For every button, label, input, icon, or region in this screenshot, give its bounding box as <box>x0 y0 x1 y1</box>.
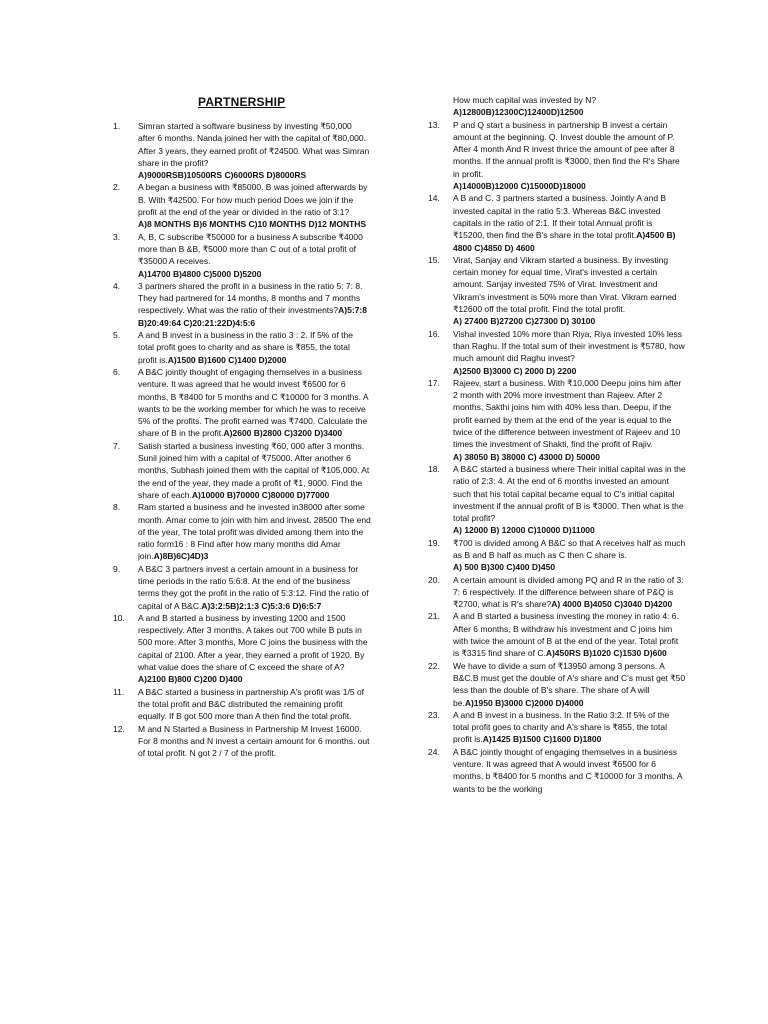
question-answer-options: A)8 MONTHS B)6 MONTHS C)10 MONTHS D)12 MONTHS <box>138 219 367 230</box>
question-item <box>428 574 686 611</box>
question-item <box>428 746 686 795</box>
question-item <box>113 329 371 366</box>
question-item <box>113 612 371 686</box>
question-item <box>113 181 371 230</box>
question-text: Satish started a business investing ₹60, 000 after 3 months. Sunil joined him with a capital of ₹75000. After another 6 months, Subhash joined them with the capital of ₹105,000. At the end of the year, they made a profit of ₹1, 9000. Find the share of each. <box>138 440 370 500</box>
question-answer-options: A)14700 B)4800 C)5000 D)5200 <box>138 268 262 279</box>
question-number: 3. <box>113 231 121 242</box>
question-answer-options: A)1425 B)1500 C)1600 D)1800 <box>482 734 602 745</box>
question-number: 15. <box>428 254 440 265</box>
question-number: 11. <box>113 686 125 697</box>
question-item <box>113 723 371 760</box>
question-text: P and Q start a business in partnership B invest a certain amount at the beginning. Q. Invest double the amount of P. After 4 month And R invest thrice the amount of pee after 8 months. If the annual profit is ₹3000, then find the R's Share in profit. <box>453 119 680 179</box>
question-text: A B&C jointly thought of engaging themselves in a business venture. It was agreed that A would invest ₹6500 for 6 months, b ₹8400 for 5 months and C ₹10000 for 3 months. A wants to be the working <box>453 746 683 794</box>
question-answer-options: A)2100 B)800 C)200 D)400 <box>138 674 243 685</box>
question-item <box>428 709 686 746</box>
question-item <box>428 254 686 328</box>
question-item <box>113 686 371 723</box>
question-text: A B&C 3 partners invest a certain amount in a business for time periods in the ratio 5:6:8. At the end of the business terms they got the profit in the ratio of 5:3:12. Find the ratio of capital of A B&C. <box>138 563 369 611</box>
question-text: A certain amount is divided among PQ and R in the ratio of 3: 7: 6 respectively. If the difference between share of P&Q is ₹2700, what is R's share? <box>453 574 684 610</box>
question-answer-options: A) 12000 B) 12000 C)10000 D)11000 <box>453 525 595 536</box>
question-number: 14. <box>428 193 440 204</box>
question-item <box>428 660 686 709</box>
question-item <box>428 377 686 463</box>
question-text: ₹700 is divided among A B&C so that A receives half as much as B and B half as much as C then C share is. <box>453 537 686 560</box>
question-text: Rajeev, start a business. With ₹10,000 Deepu joins him after 2 month with 20% more investment than Rajeev. After 2 months, Sakthi joins him with 40% less than. Deepu, if the profit earned by them at the end of the year is equal to the twice of the difference between investment of Rajeev and 10 times the investment of Shakti, find the profit of Rajiv. <box>453 377 682 450</box>
question-number: 7. <box>113 440 121 451</box>
question-text: Simran started a software business by investing ₹50,000 after 6 months. Nanda joined her with the capital of ₹80,000. After 3 years, they earned profit of ₹24500. What was Simran share in the profit? <box>138 121 370 168</box>
question-answer-options: A)10000 B)70000 C)80000 D)77000 <box>191 489 330 500</box>
question-text: A B&C jointly thought of engaging themselves in a business venture. It was agreed that he would invest ₹6500 for 6 months, B ₹8400 for 5 months and C ₹10000 for 3 months. A wants to be the working member for which he was to receive 5% of the profits. The profit earned was ₹7400. Calculate the share of B in the profit. <box>138 366 369 439</box>
question-answer-options: A)4500 B) 4800 C)4850 D) 4600 <box>453 230 676 253</box>
question-text: A and B invest in a business in the ratio 3 : 2. If 5% of the total profit goes to charity and as share is ₹855, the total profit is. <box>138 330 353 365</box>
question-number: 4. <box>113 280 121 291</box>
question-number: 21. <box>428 611 440 622</box>
question-item <box>113 280 371 329</box>
question-text: Virat, Sanjay and Vikram started a business. By investing certain money for equal time, Virat's invested a certain amount. Sanjay invested 75% of Virat. Investment and Vikram's investment is 50% more than Virat. Vikram earned ₹12600 off the total profit. Find the total profit. <box>453 254 677 315</box>
question-text: M and N Started a Business in Partnership M Invest 16000. For 8 months and N invest a certain amount for 6 months. out of total profit. N got 2 / 7 of the profit. <box>138 723 370 759</box>
question-answer-options: A) 27400 B)27200 C)27300 D) 30100 <box>453 316 596 327</box>
question-answer-options: A)14000B)12000 C)15000D)18000 <box>453 181 586 192</box>
question-number: 8. <box>113 502 121 513</box>
right-column <box>428 94 686 795</box>
question-answer-options: A)9000RSB)10500RS C)6000RS D)8000RS <box>138 170 307 181</box>
question-answer-options: A)450RS B)1020 C)1530 D)600 <box>545 648 667 659</box>
question-item <box>428 119 686 193</box>
question-item <box>428 328 686 377</box>
question-text: A and B started a business investing the money in ratio 4: 6. After 6 months, B withdraw his investment and C joins him with twice the amount of B at the end of the year. Total profit is ₹3315 find share of C. <box>453 611 679 659</box>
question-item <box>428 537 686 574</box>
question-answer-options: A)8B)6C)4D)3 <box>153 551 209 562</box>
question-answer-options: A)2500 B)3000 C) 2000 D) 2200 <box>453 365 577 376</box>
question-number: 23. <box>428 709 440 720</box>
question-text: A B&C started a business where Their initial capital was in the ratio of 2:3: 4. At the end of 6 months invested an amount such that his total capital became equal to C's initial capital investment if the annual profit of B is ₹3000. Then what is the total profit? <box>453 463 686 524</box>
question-item <box>428 610 686 659</box>
question-answer-options: A)1950 B)3000 C)2000 D)4000 <box>464 697 584 708</box>
question-number: 22. <box>428 660 440 671</box>
question-answer-options: A)3:2:5B)2:1:3 C)5:3:6 D)6:5:7 <box>201 600 322 611</box>
question-item <box>428 192 686 253</box>
question-text: Vishal invested 10% more than Riya, Riya invested 10% less than Raghu. If the total sum of their investment is ₹5780, how much amount did Raghu invest? <box>453 328 685 364</box>
question-number: 5. <box>113 330 121 341</box>
continued-question <box>428 94 686 119</box>
question-item <box>113 231 371 280</box>
question-item <box>113 440 371 501</box>
question-number: 2. <box>113 182 121 193</box>
question-text: 3 partners shared the profit in a business in the ratio 5: 7: 8. They had partnered for 14 months, 8 months and 7 months respectively. What was the ratio of their investments? <box>138 280 363 316</box>
question-number: 12. <box>113 723 125 734</box>
question-number: 1. <box>113 121 121 131</box>
continued-text: How much capital was invested by N? <box>453 95 597 105</box>
question-text: We have to divide a sum of ₹13950 among 3 persons. A B&C.B must get the double of A's share and C's must get ₹50 less than the double of B's share. The share of A will be. <box>453 660 686 708</box>
question-item <box>113 366 371 440</box>
question-number: 18. <box>428 463 440 474</box>
question-number: 16. <box>428 328 440 339</box>
question-text: A B and C. 3 partners started a business. Jointly A and B invested capital in the ratio 5:3. Whereas B&C invested capitals in the ratio of 2:1. If their total Annual profit is ₹15200, then find the B's share in the total profit. <box>453 193 667 241</box>
question-number: 10. <box>113 612 125 623</box>
question-item <box>428 463 686 537</box>
question-number: 13. <box>428 119 440 130</box>
question-answer-options: A)5:7:8 B)20:49:64 C)20:21:22D)4:5:6 <box>138 305 367 328</box>
question-item <box>113 563 371 612</box>
question-number: 6. <box>113 366 121 377</box>
left-column <box>113 120 371 759</box>
question-text: A, B, C subscribe ₹50000 for a business A subscribe ₹4000 more than B &B, ₹5000 more than C out of a total profit of ₹35000 A receives. <box>138 231 363 267</box>
question-answer-options: A) 4000 B)4050 C)3040 D)4200 <box>551 599 673 610</box>
question-number: 17. <box>428 377 440 388</box>
question-text: A and B started a business by investing 1200 and 1500 respectively. After 3 months, A takes out 700 while B puts in 500 more. After 3 months, More C joins the business with the capital of 2100. After a year, they earned a profit of 1920. By what value does the share of C exceed the share of A? <box>138 612 368 673</box>
question-number: 9. <box>113 563 121 574</box>
question-text: A began a business with ₹85000. B was joined afterwards by B. With ₹42500. For how much period Does we join if the profit at the end of the year or divided in the ratio of 3:1? <box>138 182 368 218</box>
page-title: PARTNERSHIP <box>198 95 286 109</box>
question-number: 20. <box>428 574 440 585</box>
question-answer-options: A)2600 B)2800 C)3200 D)3400 <box>223 428 343 439</box>
question-text: A B&C started a business in partnership A's profit was 1/5 of the total profit and B&C distributed the remaining profit equally. If B got 500 more than A then find the total profit. <box>138 686 365 722</box>
question-number: 24. <box>428 746 440 757</box>
question-number: 19. <box>428 537 440 548</box>
question-answer-options: A) 500 B)300 C)400 D)450 <box>453 562 556 573</box>
question-text: A and B invest in a business. In the Ratio 3:2. If 5% of the total profit goes to charity and A's share is ₹855, the total profit is. <box>453 709 670 745</box>
continued-answer: A)12800B)12300C)12400D)12500 <box>453 107 584 118</box>
question-text: Ram started a business and he invested in38000 after some month. Amar come to join with him and invest. 28500 The end of the year, The total profit was divided among them into the ratio form16 : 8 Find after how many months did Amar join. <box>138 502 371 562</box>
question-item <box>113 120 371 181</box>
question-item <box>113 501 371 562</box>
question-answer-options: A)1500 B)1600 C)1400 D)2000 <box>167 354 287 365</box>
question-answer-options: A) 38050 B) 38000 C) 43000 D) 50000 <box>453 451 600 462</box>
